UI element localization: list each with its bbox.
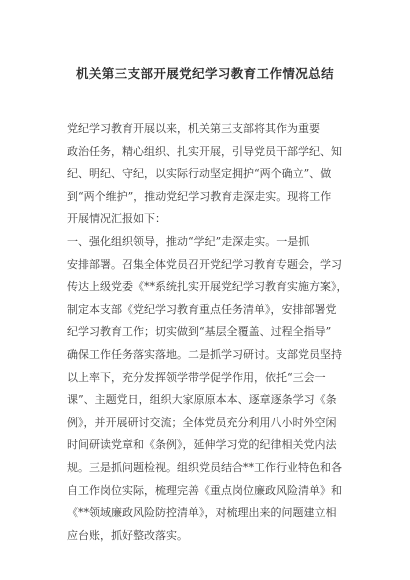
- body-line: 纪、明纪、守纪，以实际行动坚定拥护“两个确立”、做: [67, 167, 332, 181]
- body-line: 传达上级党委《**系统扎实开展党纪学习教育实施方案》，: [67, 280, 348, 294]
- body-line: 一、强化组织领导，推动“学纪”走深走实。一是抓: [67, 234, 310, 248]
- body-line: 确保工作任务落实落地。二是抓学习研讨。支部党员坚持: [67, 347, 342, 361]
- body-line: 纪学习教育工作；切实做到“基层全覆盖、过程全指导”: [67, 325, 332, 339]
- body-line: 时间研读党章和《条例》，延伸学习党的纪律相关党内法: [67, 438, 337, 452]
- body-line: 课”、主题党日，组织大家原原本本、逐章逐条学习《条: [67, 393, 337, 407]
- body-line: 安排部署。召集全体党员召开党纪学习教育专题会，学习: [67, 257, 342, 271]
- body-line: 制定本支部《党纪学习教育重点任务清单》，安排部署党: [67, 302, 337, 316]
- body-line: 政治任务，精心组织、扎实开展，引导党员干部学纪、知: [67, 144, 342, 158]
- body-line: 以上率下，充分发挥领学带学促学作用，依托“三会一: [67, 370, 326, 384]
- body-line: 党纪学习教育开展以来，机关第三支部将其作为重要: [67, 122, 320, 135]
- body-line: 规。三是抓问题检视。组织党员结合**工作行业特色和各: [67, 460, 342, 474]
- document-body: [67, 118, 349, 547]
- document-title: 机关第三支部开展党纪学习教育工作情况总结: [75, 66, 334, 81]
- body-line: 自工作岗位实际，梳理完善《重点岗位廉政风险清单》和: [67, 483, 342, 497]
- body-line: 应台账，抓好整改落实。: [67, 528, 188, 542]
- body-line: 《**领域廉政风险防控清单》，对梳理出来的问题建立相: [67, 506, 337, 520]
- body-line: 例》，并开展研讨交流；全体党员充分利用八小时外空闲: [67, 415, 337, 429]
- body-line: 到“两个维护”，推动党纪学习教育走深走实。现将工作: [67, 189, 332, 203]
- body-line: 开展情况汇报如下：: [67, 212, 166, 226]
